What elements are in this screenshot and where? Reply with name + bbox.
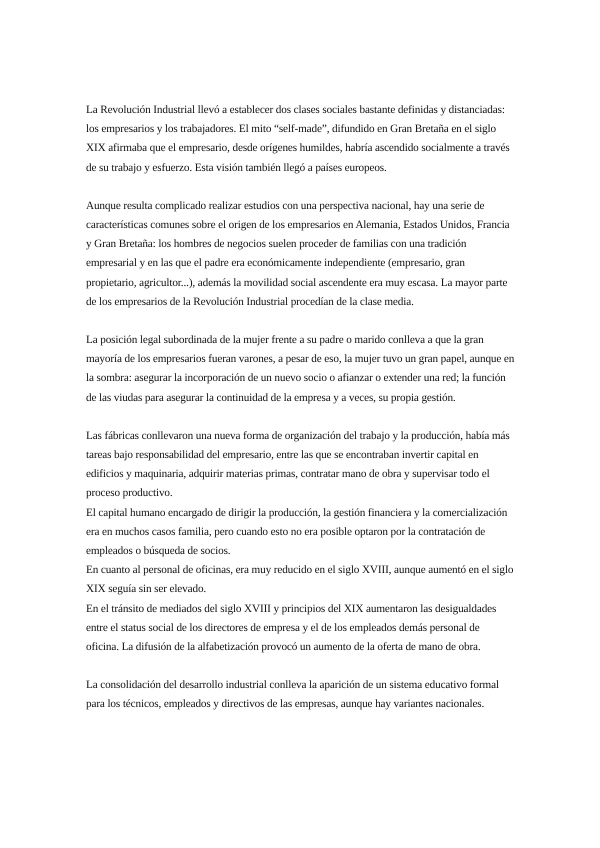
paragraph-spacer <box>86 657 515 676</box>
paragraph-2: Aunque resulta complicado realizar estudios con una perspectiva nacional, hay una serie de características comunes sobre el origen de los empresarios en Alemania, Estados Unidos, Francia y Gran Bretaña: los hombres de negocios suelen proceder de familias con una tradición empresarial y en las que el padre era económicamente independiente (empresario, gran propietario, agricultor...), además la movilidad social ascendente era muy escasa. La mayor parte de los empresarios de la Revolución Industrial procedían de la clase media. <box>86 199 510 308</box>
paragraph-5: El capital humano encargado de dirigir la producción, la gestión financiera y la comercialización era en muchos casos familia, pero cuando esto no era posible optaron por la contratación de empleados o búsqueda de socios. <box>86 506 508 558</box>
paragraph-4: Las fábricas conllevaron una nueva forma de organización del trabajo y la producción, había más tareas bajo responsabilidad del empresario, entre las que se encontraban invertir capital en edificios y maquinaria, adquirir materias primas, contratar mano de obra y supervisar todo el proceso productivo. <box>86 429 510 500</box>
paragraph-spacer <box>86 312 515 331</box>
paragraph-spacer <box>86 408 515 427</box>
paragraph-spacer <box>86 178 515 197</box>
paragraph-1: La Revolución Industrial llevó a establecer dos clases sociales bastante definidas y distanciadas: los empresarios y los trabajadores. El mito “self-made”, difundido en Gran Bretaña en el siglo XIX afirmaba que el empresario, desde orígenes humildes, habría ascendido socialmente a través de su trabajo y esfuerzo. Esta visión también llegó a países europeos. <box>86 104 510 174</box>
paragraph-8: La consolidación del desarrollo industrial conlleva la aparición de un sistema educativo formal para los técnicos, empleados y directivos de las empresas, aunque hay variantes nacionales. <box>86 679 499 711</box>
paragraph-3: La posición legal subordinada de la mujer frente a su padre o marido conlleva a que la gran mayoría de los empresarios fueran varones, a pesar de eso, la mujer tuvo un gran papel, aunque en la sombra: asegurar la incorporación de un nuevo socio o afianzar o extender una red; la función de las viudas para asegurar la continuidad de la empresa y a veces, su propia gestión. <box>86 334 515 404</box>
document-body <box>86 101 515 715</box>
paragraph-7: En el tránsito de mediados del siglo XVIII y principios del XIX aumentaron las desigualdades entre el status social de los directores de empresa y el de los empleados demás personal de oficina. La difusión de la alfabetización provocó un aumento de la oferta de mano de obra. <box>86 602 497 654</box>
paragraph-6: En cuanto al personal de oficinas, era muy reducido en el siglo XVIII, aunque aumentó en el siglo XIX seguía sin ser elevado. <box>86 564 514 596</box>
